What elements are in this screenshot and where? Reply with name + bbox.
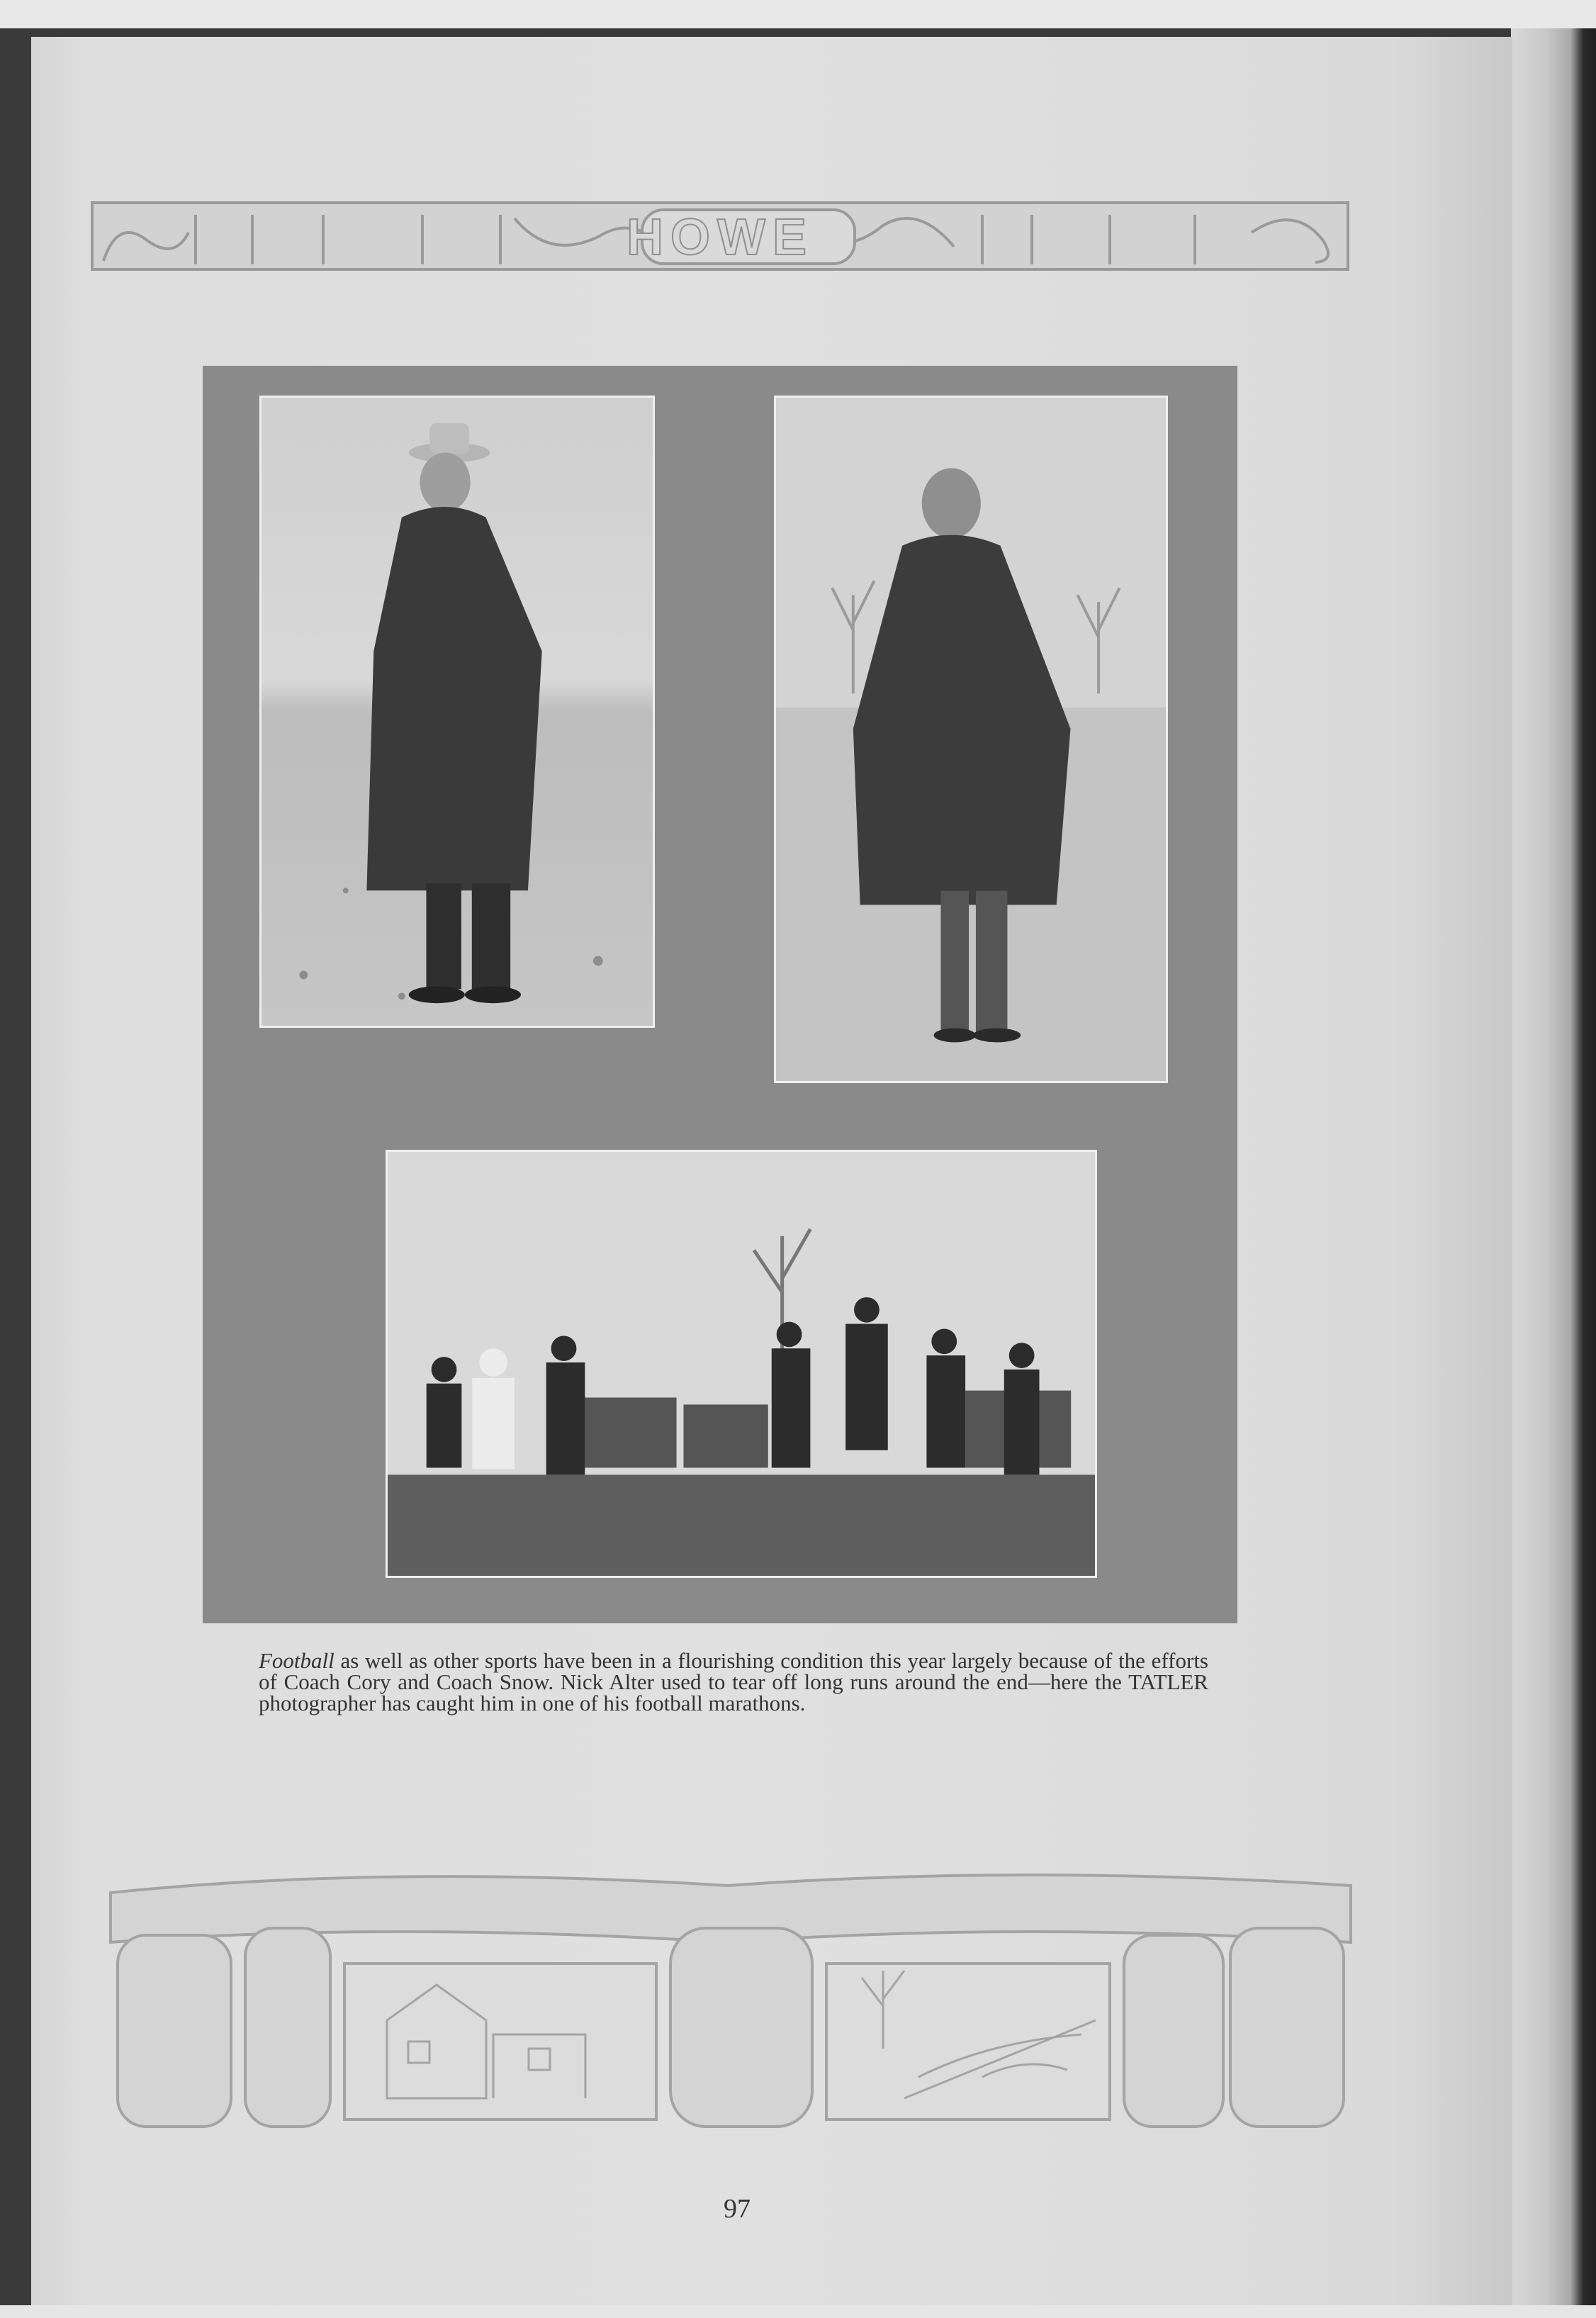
caption-text: as well as other sports have been in a flourishing condition this year largely because of the efforts of Coach Cory and Coach Snow. Nick Alter used to tear off long runs around the end—here the TATLER photographer has caught him in one of his football marathons. [259, 1648, 1208, 1715]
photo-football-game [386, 1150, 1097, 1578]
scan-top-margin [0, 0, 1596, 28]
scroll-ornament [103, 1864, 1358, 2134]
footer-illustration [103, 1864, 1358, 2134]
scan-bottom-margin [0, 2305, 1596, 2318]
caption-lead: Football [259, 1648, 335, 1673]
page-number: 97 [724, 2194, 751, 2224]
book-edge [1511, 28, 1596, 2305]
photo-caption [259, 1650, 1208, 1714]
header-banner [89, 197, 1351, 275]
photo-coach-overcoat [774, 396, 1168, 1083]
photo-coach-leather-coat [259, 396, 655, 1028]
banner-title: HOWE [626, 209, 814, 266]
